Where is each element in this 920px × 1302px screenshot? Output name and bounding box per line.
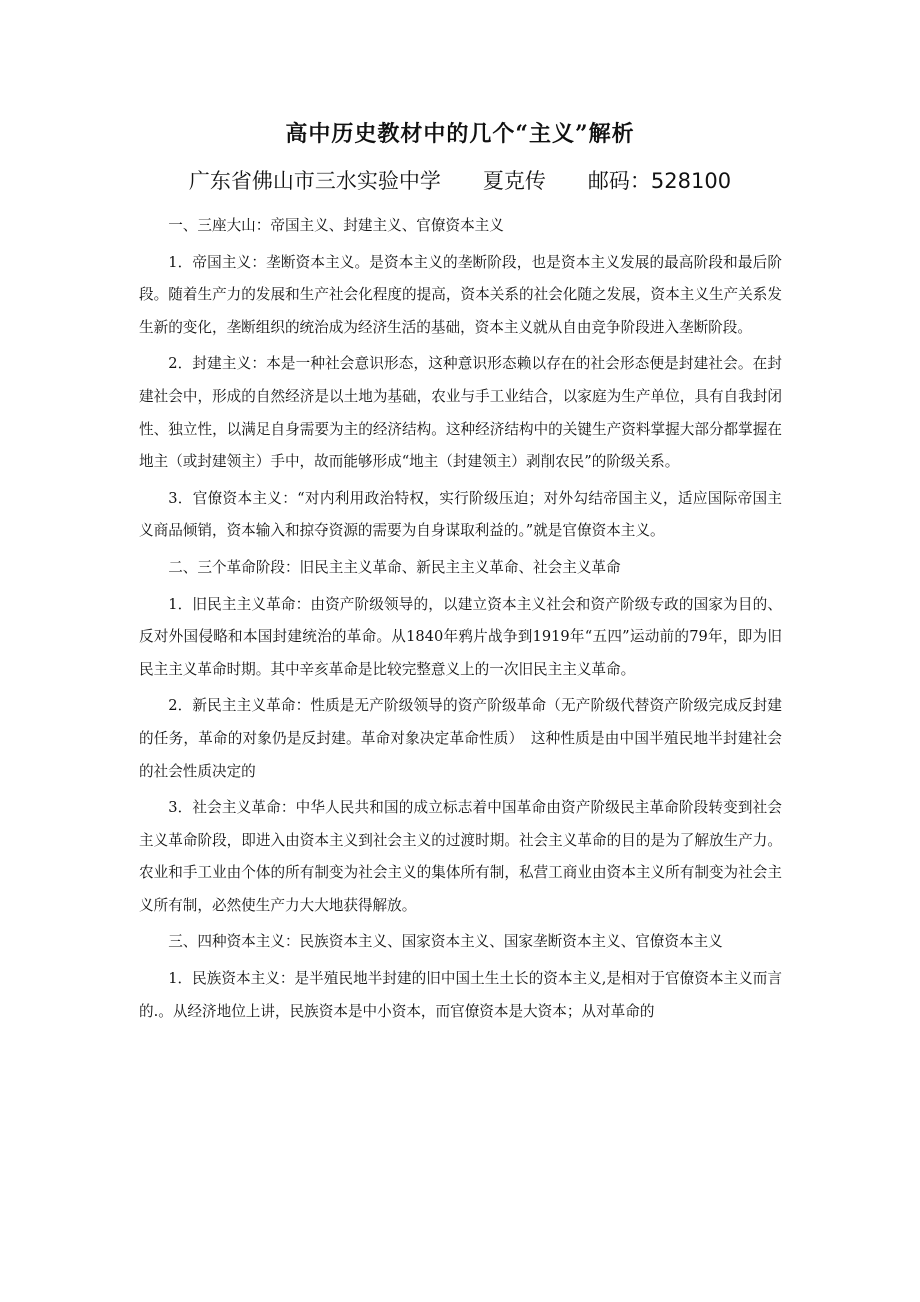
document-body — [139, 210, 782, 1032]
paragraph: 3．社会主义革命：中华人民共和国的成立标志着中国革命由资产阶级民主革命阶段转变到社会主义革命阶段，即进入由资本主义到社会主义的过渡时期。社会主义革命的目的是为了解放生产力。农业和手工业由个体的所有制变为社会主义的集体所有制，私营工商业由资本主义所有制变为社会主义所有制，必然使生产力大大地获得解放。 — [139, 799, 782, 914]
author-line: 广东省佛山市三水实验中学 夏克传 邮码：528100 — [188, 169, 732, 193]
paragraph: 2．新民主主义革命：性质是无产阶级领导的资产阶级革命（无产阶级代替资产阶级完成反封建的任务，革命的对象仍是反封建。革命对象决定革命性质） 这种性质是由中国半殖民地半封建社会的社会性质决定的 — [139, 697, 782, 780]
paragraph: 2．封建主义：本是一种社会意识形态，这种意识形态赖以存在的社会形态便是封建社会。在封建社会中，形成的自然经济是以土地为基础，农业与手工业结合，以家庭为生产单位，具有自我封闭性、独立性，以满足自身需要为主的经济结构。这种经济结构中的关键生产资料掌握大部分都掌握在地主（或封建领主）手中，故而能够形成“地主（封建领主）剥削农民”的阶级关系。 — [139, 355, 782, 471]
section-heading: 二、三个革命阶段：旧民主主义革命、新民主主义革命、社会主义革命 — [168, 558, 621, 576]
section-heading: 一、三座大山：帝国主义、封建主义、官僚资本主义 — [168, 217, 504, 234]
section-heading: 三、四种资本主义：民族资本主义、国家资本主义、国家垄断资本主义、官僚资本主义 — [168, 933, 723, 951]
paragraph: 1．民族资本主义：是半殖民地半封建的旧中国土生土长的资本主义,是相对于官僚资本主义而言的.。从经济地位上讲，民族资本是中小资本，而官僚资本是大资本；从对革命的 — [139, 970, 782, 1020]
paragraph: 1．帝国主义：垄断资本主义。是资本主义的垄断阶段，也是资本主义发展的最高阶段和最后阶段。随着生产力的发展和生产社会化程度的提高，资本关系的社会化随之发展，资本主义生产关系发生新的变化，垄断组织的统治成为经济生活的基础，资本主义就从自由竞争阶段进入垄断阶段。 — [139, 253, 782, 336]
paragraph: 3．官僚资本主义：“对内利用政治特权，实行阶级压迫；对外勾结帝国主义，适应国际帝国主义商品倾销，资本输入和掠夺资源的需要为自身谋取利益的。”就是官僚资本主义。 — [139, 489, 782, 540]
paragraph: 1．旧民主主义革命：由资产阶级领导的，以建立资本主义社会和资产阶级专政的国家为目的、反对外国侵略和本国封建统治的革命。从1840年鸦片战争到1919年“五四”运动前的79年，即为旧民主主义革命时期。其中辛亥革命是比较完整意义上的一次旧民主主义革命。 — [139, 595, 782, 678]
document-title: 高中历史教材中的几个“主义”解析 — [285, 121, 635, 147]
